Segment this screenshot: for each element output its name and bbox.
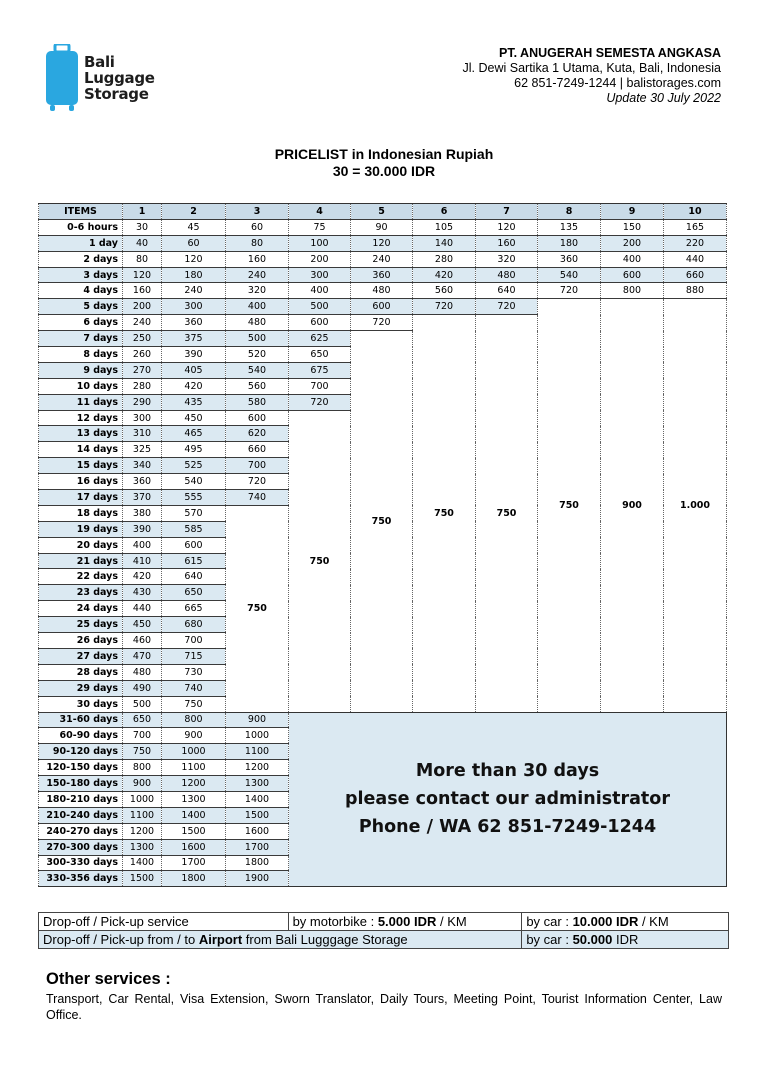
airport-label-bold: Airport	[198, 932, 243, 947]
price-cell: 400	[601, 251, 664, 267]
row-label: 180-210 days	[39, 791, 123, 807]
row-label: 10 days	[39, 378, 123, 394]
price-cell: 160	[476, 235, 538, 251]
airport-car-value: 50.000	[572, 932, 613, 947]
price-cell: 150	[601, 219, 664, 235]
price-cell: 1700	[226, 839, 289, 855]
price-cell: 80	[226, 235, 289, 251]
price-cell: 120	[476, 219, 538, 235]
row-label: 270-300 days	[39, 839, 123, 855]
price-cell: 555	[162, 490, 226, 506]
price-cell: 585	[162, 521, 226, 537]
price-cell: 160	[123, 283, 162, 299]
airport-label-prefix: Drop-off / Pick-up from / to	[43, 932, 199, 947]
price-cell: 450	[123, 617, 162, 633]
price-cell: 240	[123, 315, 162, 331]
price-cell: 320	[226, 283, 289, 299]
price-cell: 600	[351, 299, 413, 315]
motorbike-rate-value: 5.000 IDR	[377, 914, 437, 929]
price-cell: 100	[289, 235, 351, 251]
price-cell: 1500	[226, 807, 289, 823]
price-cell: 60	[226, 219, 289, 235]
header-col-7: 7	[476, 204, 538, 220]
motorbike-rate	[288, 913, 522, 931]
row-label: 23 days	[39, 585, 123, 601]
airport-label-suffix: from Bali Lugggage Storage	[242, 932, 408, 947]
header-items: ITEMS	[39, 204, 123, 220]
row-label: 16 days	[39, 474, 123, 490]
price-cell: 430	[123, 585, 162, 601]
price-cell: 1700	[162, 855, 226, 871]
row-label: 0-6 hours	[39, 219, 123, 235]
row-label: 5 days	[39, 299, 123, 315]
price-cell: 665	[162, 601, 226, 617]
price-cell: 570	[162, 505, 226, 521]
price-cell: 180	[538, 235, 601, 251]
price-cell: 40	[123, 235, 162, 251]
price-cell: 465	[162, 426, 226, 442]
header-col-6: 6	[413, 204, 476, 220]
price-cell: 1800	[226, 855, 289, 871]
header-col-3: 3	[226, 204, 289, 220]
row-label: 150-180 days	[39, 776, 123, 792]
company-contact: 62 851-7249-1244 | balistorages.com	[514, 76, 721, 90]
row-label: 60-90 days	[39, 728, 123, 744]
company-address: Jl. Dewi Sartika 1 Utama, Kuta, Bali, Indonesia	[462, 61, 721, 75]
services-table	[38, 912, 729, 949]
price-cell: 420	[123, 569, 162, 585]
price-cell: 405	[162, 362, 226, 378]
price-cell: 480	[123, 664, 162, 680]
merged-price-cell: 900	[601, 299, 664, 712]
price-cell: 1800	[162, 871, 226, 887]
logo-line-1: Bali	[84, 53, 115, 71]
price-cell: 360	[538, 251, 601, 267]
row-label: 2 days	[39, 251, 123, 267]
price-cell: 600	[226, 410, 289, 426]
price-cell: 1300	[162, 791, 226, 807]
price-cell: 720	[538, 283, 601, 299]
table-row	[39, 299, 727, 315]
price-cell: 400	[123, 537, 162, 553]
company-name: PT. ANUGERAH SEMESTA ANGKASA	[498, 46, 721, 60]
price-cell: 450	[162, 410, 226, 426]
row-label: 6 days	[39, 315, 123, 331]
car-rate-value: 10.000 IDR	[572, 914, 639, 929]
price-cell: 240	[351, 251, 413, 267]
header-col-1: 1	[123, 204, 162, 220]
price-cell: 880	[664, 283, 727, 299]
row-label: 31-60 days	[39, 712, 123, 728]
header-col-8: 8	[538, 204, 601, 220]
price-cell: 500	[289, 299, 351, 315]
price-cell: 1200	[162, 776, 226, 792]
price-cell: 700	[162, 633, 226, 649]
price-cell: 320	[476, 251, 538, 267]
price-cell: 1400	[226, 791, 289, 807]
price-cell: 105	[413, 219, 476, 235]
price-cell: 675	[289, 362, 351, 378]
row-label: 240-270 days	[39, 823, 123, 839]
price-cell: 560	[226, 378, 289, 394]
table-row	[39, 251, 727, 267]
price-cell: 650	[123, 712, 162, 728]
luggage-icon	[44, 44, 80, 112]
price-cell: 1100	[226, 744, 289, 760]
airport-car-prefix: by car :	[526, 932, 573, 947]
price-cell: 180	[162, 267, 226, 283]
price-cell: 360	[351, 267, 413, 283]
price-cell: 60	[162, 235, 226, 251]
price-cell: 310	[123, 426, 162, 442]
price-cell: 540	[162, 474, 226, 490]
price-cell: 120	[162, 251, 226, 267]
price-cell: 615	[162, 553, 226, 569]
price-cell: 440	[123, 601, 162, 617]
row-label: 330-356 days	[39, 871, 123, 887]
price-cell: 250	[123, 331, 162, 347]
price-cell: 900	[162, 728, 226, 744]
price-cell: 300	[162, 299, 226, 315]
long-stay-contact	[289, 712, 727, 887]
service-row-delivery	[39, 913, 729, 931]
price-cell: 200	[289, 251, 351, 267]
price-cell: 1600	[162, 839, 226, 855]
price-cell: 410	[123, 553, 162, 569]
row-label: 19 days	[39, 521, 123, 537]
merged-price-cell: 750	[289, 410, 351, 712]
contact-line-1: More than 30 days	[415, 761, 600, 782]
price-cell: 45	[162, 219, 226, 235]
table-row	[39, 283, 727, 299]
price-cell: 660	[664, 267, 727, 283]
row-label: 14 days	[39, 442, 123, 458]
price-cell: 80	[123, 251, 162, 267]
airport-car-suffix: IDR	[612, 932, 639, 947]
price-cell: 800	[601, 283, 664, 299]
row-label: 26 days	[39, 633, 123, 649]
price-cell: 720	[289, 394, 351, 410]
logo-wordmark	[84, 54, 155, 102]
price-cell: 600	[162, 537, 226, 553]
table-row	[39, 235, 727, 251]
delivery-service-label: Drop-off / Pick-up service	[39, 913, 289, 931]
row-label: 28 days	[39, 664, 123, 680]
row-label: 8 days	[39, 347, 123, 363]
price-cell: 200	[123, 299, 162, 315]
price-cell: 260	[123, 347, 162, 363]
price-cell: 480	[226, 315, 289, 331]
price-cell: 280	[123, 378, 162, 394]
price-cell: 1400	[162, 807, 226, 823]
price-cell: 720	[351, 315, 413, 331]
price-cell: 300	[123, 410, 162, 426]
price-cell: 600	[601, 267, 664, 283]
price-cell: 800	[123, 760, 162, 776]
price-cell: 390	[123, 521, 162, 537]
price-cell: 625	[289, 331, 351, 347]
service-row-airport	[39, 931, 729, 949]
price-cell: 420	[413, 267, 476, 283]
pricelist-title	[0, 146, 768, 180]
price-cell: 135	[538, 219, 601, 235]
header-col-5: 5	[351, 204, 413, 220]
price-cell: 900	[123, 776, 162, 792]
merged-price-cell: 750	[226, 505, 289, 712]
price-cell: 1200	[226, 760, 289, 776]
price-cell: 90	[351, 219, 413, 235]
price-cell: 290	[123, 394, 162, 410]
car-rate	[522, 913, 729, 931]
merged-price-cell: 750	[476, 315, 538, 712]
price-cell: 680	[162, 617, 226, 633]
price-cell: 140	[413, 235, 476, 251]
company-info	[463, 46, 721, 106]
price-cell: 280	[413, 251, 476, 267]
price-cell: 1900	[226, 871, 289, 887]
price-cell: 520	[226, 347, 289, 363]
airport-service-label	[39, 931, 522, 949]
logo-line-3: Storage	[84, 85, 149, 103]
price-cell: 160	[226, 251, 289, 267]
row-label: 27 days	[39, 648, 123, 664]
header-col-2: 2	[162, 204, 226, 220]
row-label: 4 days	[39, 283, 123, 299]
price-cell: 650	[162, 585, 226, 601]
price-cell: 620	[226, 426, 289, 442]
merged-price-cell: 750	[538, 299, 601, 712]
price-cell: 30	[123, 219, 162, 235]
merged-price-cell: 750	[351, 331, 413, 712]
price-cell: 360	[123, 474, 162, 490]
price-table	[38, 203, 727, 887]
row-label: 17 days	[39, 490, 123, 506]
price-cell: 800	[162, 712, 226, 728]
price-cell: 1000	[162, 744, 226, 760]
motorbike-rate-prefix: by motorbike :	[292, 914, 378, 929]
price-cell: 470	[123, 648, 162, 664]
price-cell: 700	[226, 458, 289, 474]
table-row	[39, 219, 727, 235]
row-label: 24 days	[39, 601, 123, 617]
table-row	[39, 712, 727, 728]
row-label: 21 days	[39, 553, 123, 569]
price-cell: 435	[162, 394, 226, 410]
price-cell: 370	[123, 490, 162, 506]
price-cell: 1000	[226, 728, 289, 744]
price-cell: 420	[162, 378, 226, 394]
price-cell: 495	[162, 442, 226, 458]
other-services-title: Other services :	[46, 970, 171, 988]
price-cell: 540	[226, 362, 289, 378]
row-label: 90-120 days	[39, 744, 123, 760]
header-col-10: 10	[664, 204, 727, 220]
price-cell: 340	[123, 458, 162, 474]
price-cell: 490	[123, 680, 162, 696]
price-cell: 270	[123, 362, 162, 378]
price-cell: 1100	[123, 807, 162, 823]
price-cell: 390	[162, 347, 226, 363]
price-cell: 560	[413, 283, 476, 299]
price-cell: 240	[226, 267, 289, 283]
price-cell: 580	[226, 394, 289, 410]
price-cell: 540	[538, 267, 601, 283]
price-cell: 75	[289, 219, 351, 235]
price-cell: 1300	[226, 776, 289, 792]
price-cell: 740	[226, 490, 289, 506]
row-label: 120-150 days	[39, 760, 123, 776]
row-label: 25 days	[39, 617, 123, 633]
row-label: 15 days	[39, 458, 123, 474]
price-cell: 1300	[123, 839, 162, 855]
price-cell: 500	[226, 331, 289, 347]
price-cell: 720	[413, 299, 476, 315]
price-cell: 1100	[162, 760, 226, 776]
row-label: 210-240 days	[39, 807, 123, 823]
row-label: 1 day	[39, 235, 123, 251]
row-label: 12 days	[39, 410, 123, 426]
row-label: 9 days	[39, 362, 123, 378]
row-label: 13 days	[39, 426, 123, 442]
row-label: 11 days	[39, 394, 123, 410]
price-cell: 1400	[123, 855, 162, 871]
price-cell: 1500	[162, 823, 226, 839]
price-cell: 750	[162, 696, 226, 712]
price-cell: 1500	[123, 871, 162, 887]
contact-line-2: please contact our administrator	[345, 789, 670, 810]
pricelist-title-line-2: 30 = 30.000 IDR	[332, 163, 436, 179]
price-cell: 480	[476, 267, 538, 283]
row-label: 3 days	[39, 267, 123, 283]
row-label: 30 days	[39, 696, 123, 712]
price-cell: 525	[162, 458, 226, 474]
price-cell: 1000	[123, 791, 162, 807]
price-cell: 1600	[226, 823, 289, 839]
price-cell: 730	[162, 664, 226, 680]
car-rate-prefix: by car :	[526, 914, 573, 929]
brand-logo	[44, 44, 174, 114]
header-row	[39, 204, 727, 220]
price-cell: 325	[123, 442, 162, 458]
price-cell: 220	[664, 235, 727, 251]
row-label: 18 days	[39, 505, 123, 521]
price-cell: 120	[351, 235, 413, 251]
row-label: 29 days	[39, 680, 123, 696]
price-cell: 380	[123, 505, 162, 521]
price-cell: 640	[476, 283, 538, 299]
price-cell: 715	[162, 648, 226, 664]
merged-price-cell: 750	[413, 315, 476, 712]
price-cell: 375	[162, 331, 226, 347]
pricelist-title-line-1: PRICELIST in Indonesian Rupiah	[274, 146, 494, 162]
contact-line-3: Phone / WA 62 851-7249-1244	[358, 817, 657, 838]
price-cell: 750	[123, 744, 162, 760]
price-cell: 650	[289, 347, 351, 363]
price-cell: 640	[162, 569, 226, 585]
price-cell: 300	[289, 267, 351, 283]
other-services-text: Transport, Car Rental, Visa Extension, Sworn Translator, Daily Tours, Meeting Point, Tourist Information Center, Law Office.	[46, 992, 722, 1022]
merged-price-cell: 1.000	[664, 299, 727, 712]
price-cell: 720	[476, 299, 538, 315]
price-cell: 500	[123, 696, 162, 712]
price-cell: 480	[351, 283, 413, 299]
row-label: 300-330 days	[39, 855, 123, 871]
price-cell: 720	[226, 474, 289, 490]
price-cell: 700	[289, 378, 351, 394]
price-cell: 240	[162, 283, 226, 299]
price-cell: 360	[162, 315, 226, 331]
price-cell: 700	[123, 728, 162, 744]
row-label: 20 days	[39, 537, 123, 553]
price-cell: 660	[226, 442, 289, 458]
price-cell: 1200	[123, 823, 162, 839]
price-cell: 400	[226, 299, 289, 315]
header-col-4: 4	[289, 204, 351, 220]
price-cell: 440	[664, 251, 727, 267]
price-cell: 120	[123, 267, 162, 283]
update-date: Update 30 July 2022	[606, 91, 721, 105]
price-cell: 165	[664, 219, 727, 235]
row-label: 7 days	[39, 331, 123, 347]
header-col-9: 9	[601, 204, 664, 220]
price-cell: 400	[289, 283, 351, 299]
price-cell: 200	[601, 235, 664, 251]
price-cell: 600	[289, 315, 351, 331]
table-row	[39, 267, 727, 283]
price-cell: 900	[226, 712, 289, 728]
price-cell: 460	[123, 633, 162, 649]
car-rate-suffix: / KM	[638, 914, 669, 929]
airport-car-rate	[522, 931, 729, 949]
price-cell: 740	[162, 680, 226, 696]
logo-line-2: Luggage	[84, 69, 155, 87]
motorbike-rate-suffix: / KM	[436, 914, 467, 929]
row-label: 22 days	[39, 569, 123, 585]
